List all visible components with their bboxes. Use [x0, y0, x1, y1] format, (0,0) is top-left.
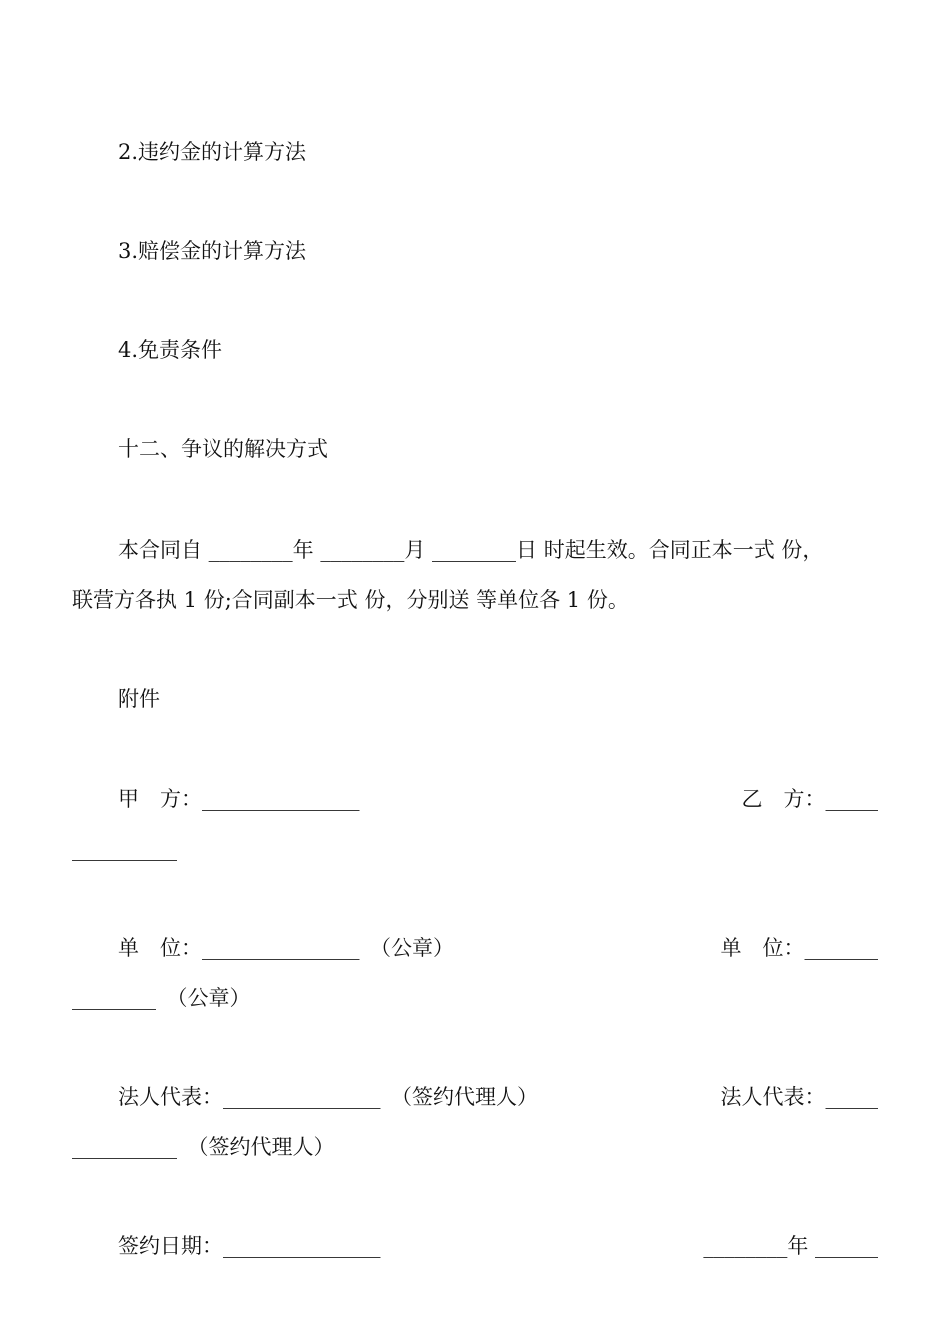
unit-a-seal: 单 位：_______________ （公章） — [118, 936, 454, 960]
legal-rep-b-continued: __________ （签约代理人） — [72, 1135, 335, 1159]
unit-b-seal: 单 位：_______ — [720, 936, 878, 960]
item-penalty-calculation: 2.违约金的计算方法 — [118, 140, 307, 164]
effective-clause-line-2: 联营方各执 1 份;合同副本一式 份，分别送 等单位各 1 份。 — [72, 588, 629, 612]
effective-clause-line-1: 本合同自 ________年 ________月 ________日 时起生效。合同正本一式 份， — [118, 538, 824, 562]
sign-date-a: 签约日期：_______________ — [118, 1234, 381, 1258]
party-a-signature: 甲 方：_______________ — [118, 787, 360, 811]
party-b-signature: 乙 方：_____ — [741, 787, 878, 811]
section-title-dispute-resolution: 十二、争议的解决方式 — [118, 437, 328, 461]
attachment-label: 附件 — [118, 687, 160, 711]
sign-date-b: ________年 ______ — [703, 1234, 878, 1258]
party-b-signature-continued: __________ — [72, 837, 177, 861]
legal-rep-a: 法人代表：_______________ （签约代理人） — [118, 1085, 538, 1109]
legal-rep-b: 法人代表：_____ — [720, 1085, 878, 1109]
unit-b-seal-continued: ________ （公章） — [72, 986, 251, 1010]
item-exemption-conditions: 4.免责条件 — [118, 338, 223, 362]
item-compensation-calculation: 3.赔偿金的计算方法 — [118, 239, 307, 263]
